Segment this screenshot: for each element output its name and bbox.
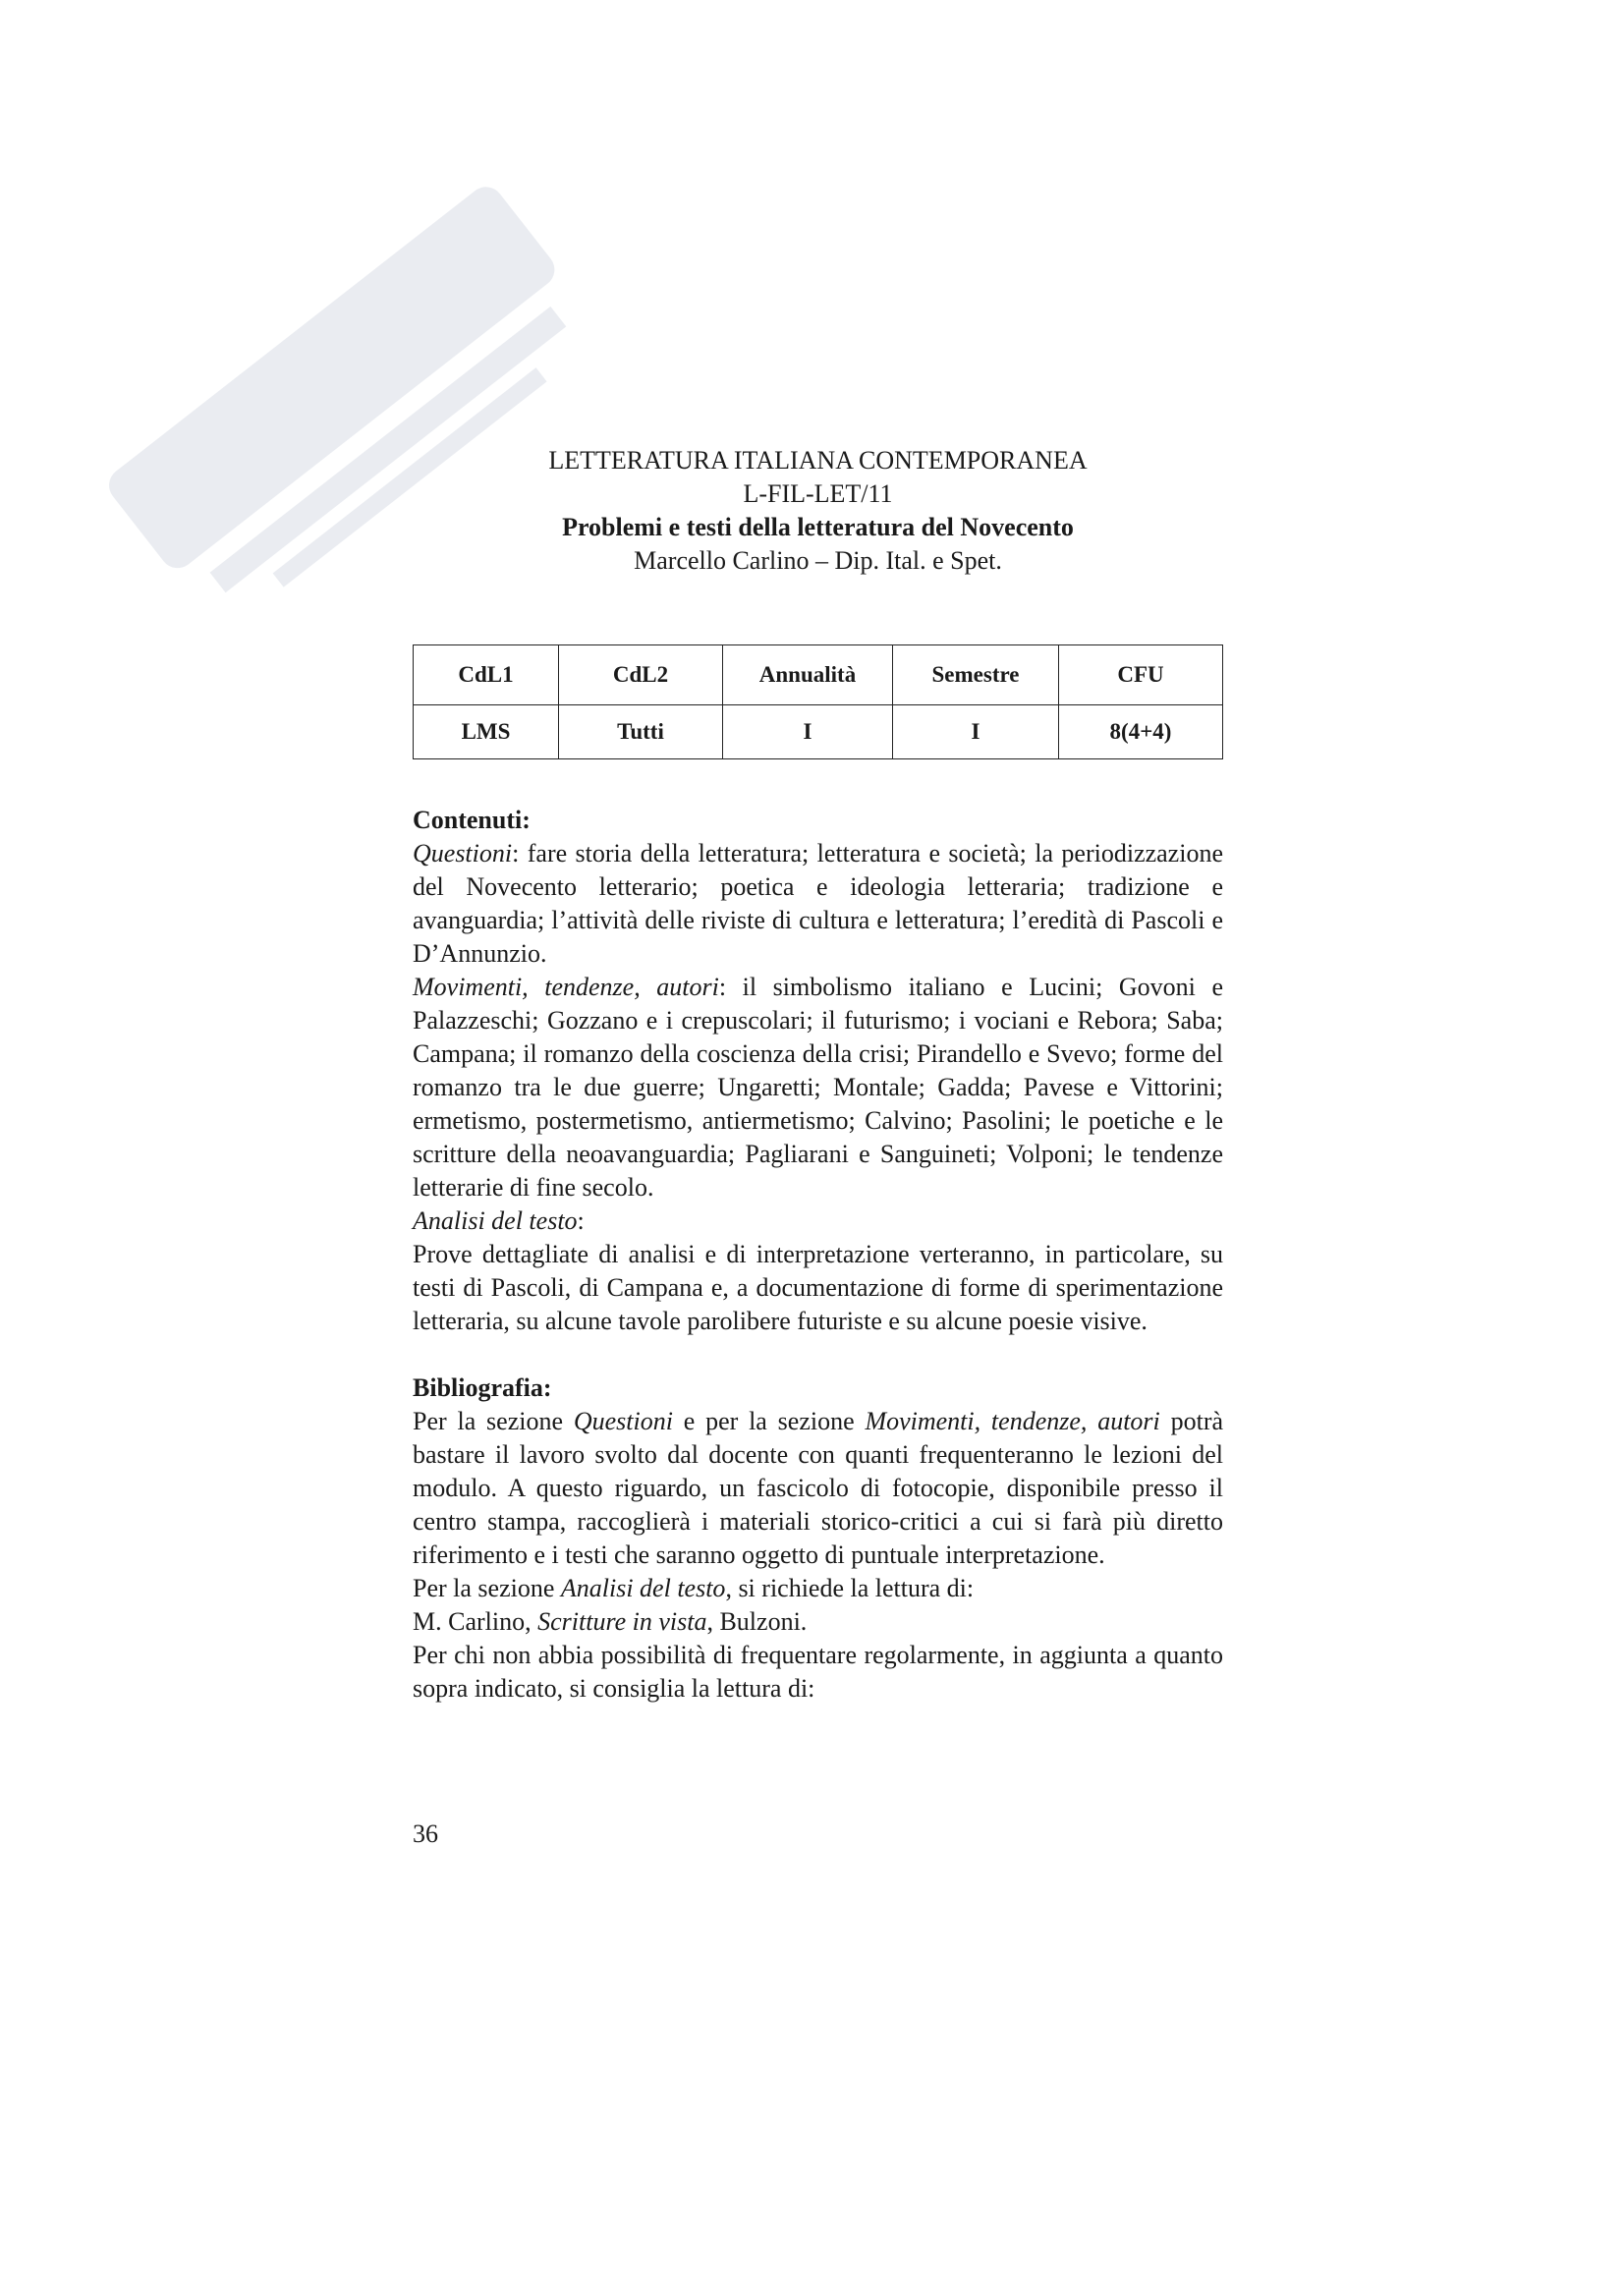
bib-p2-b: , si richiede la lettura di:	[725, 1574, 975, 1602]
bib-p1-a: Per la sezione	[413, 1407, 574, 1435]
analisi-label: Analisi del testo	[413, 1206, 578, 1235]
bib-p3-b: , Bulzoni.	[706, 1607, 808, 1636]
bibliografia-paragraph-2	[413, 1572, 1223, 1605]
movimenti-text: : il simbolismo italiano e Lucini; Govoni e Palazzeschi; Gozzano e i crepuscolari; il futurismo; i vociani e Rebora; Saba; Campana; il romanzo della coscienza della crisi; Pirandello e Svevo; forme del romanzo tra le due guerre; Ungaretti; Montale; Gadda; Pavese e Vittorini; ermetismo, postermetismo, antiermetismo; Calvino; Pasolini; le poetiche e le scritture della neoavanguardia; Pagliarani e Sanguineti; Volponi; le tendenze letterarie di fine secolo.	[413, 973, 1223, 1202]
watermark-logo	[39, 128, 648, 658]
analisi-paragraph: Prove dettagliate di analisi e di interpretazione verteranno, in particolare, su testi di Pascoli, di Campana e, a documentazione di forme di sperimentazione letteraria, su alcune tavole parolibere futuriste e su alcune poesie visive.	[413, 1240, 1223, 1335]
bib-p2-a: Per la sezione	[413, 1574, 561, 1602]
questioni-paragraph	[413, 837, 1223, 971]
bib-p3-title: Scritture in vista	[537, 1607, 707, 1636]
bib-p1-c: potrà bastare il lavoro svolto dal docente con quanti frequenteranno le lezioni del modulo. A questo riguardo, un fascicolo di fotocopie, disponibile presso il centro stampa, raccoglierà i materiali storico-critici a cui si farà più diretto riferimento e i testi che saranno oggetto di puntuale interpretazione.	[413, 1407, 1224, 1569]
analisi-colon: :	[577, 1206, 585, 1235]
analisi-heading	[413, 1204, 1223, 1238]
bib-p1-questioni: Questioni	[573, 1407, 673, 1435]
table-header-cell: CdL1	[414, 645, 559, 705]
contenuti-title: Contenuti:	[413, 806, 531, 834]
table-header-row	[414, 645, 1223, 705]
table-cell: I	[893, 705, 1059, 759]
table-cell: Tutti	[559, 705, 723, 759]
course-title: LETTERATURA ITALIANA CONTEMPORANEA	[548, 446, 1088, 475]
bib-p1-b: e per la sezione	[672, 1407, 866, 1435]
bib-p1-movimenti: Movimenti, tendenze, autori	[865, 1407, 1160, 1435]
table-cell: I	[723, 705, 893, 759]
course-header	[413, 444, 1223, 578]
table-row	[414, 705, 1223, 759]
movimenti-label: Movimenti, tendenze, autori	[413, 973, 719, 1001]
table-cell: 8(4+4)	[1059, 705, 1223, 759]
table-header-cell: Annualità	[723, 645, 893, 705]
bibliografia-title: Bibliografia:	[413, 1373, 552, 1402]
table-cell: LMS	[414, 705, 559, 759]
movimenti-paragraph	[413, 971, 1223, 1204]
page-number: 36	[413, 1819, 438, 1848]
bibliografia-paragraph-3	[413, 1605, 1223, 1639]
table-header-cell: CdL2	[559, 645, 723, 705]
course-subtitle: Problemi e testi della letteratura del Novecento	[562, 513, 1074, 541]
course-info-table	[413, 644, 1223, 759]
bib-p2-analisi: Analisi del testo	[560, 1574, 726, 1602]
course-teacher: Marcello Carlino – Dip. Ital. e Spet.	[634, 546, 1002, 575]
bibliografia-paragraph-1	[413, 1405, 1223, 1572]
bib-p3-a: M. Carlino,	[413, 1607, 538, 1636]
questioni-text: : fare storia della letteratura; letteratura e società; la periodizzazione del Novecento letterario; poetica e ideologia letteraria; tradizione e avanguardia; l’attività delle riviste di cultura e letteratura; l’eredità di Pascoli e D’Annunzio.	[413, 839, 1223, 968]
table-header-cell: Semestre	[893, 645, 1059, 705]
body-text	[413, 804, 1223, 1706]
course-code: L-FIL-LET/11	[743, 479, 893, 508]
bibliografia-paragraph-4: Per chi non abbia possibilità di frequentare regolarmente, in aggiunta a quanto sopra indicato, si consiglia la lettura di:	[413, 1641, 1223, 1703]
questioni-label: Questioni	[413, 839, 513, 868]
table-header-cell: CFU	[1059, 645, 1223, 705]
